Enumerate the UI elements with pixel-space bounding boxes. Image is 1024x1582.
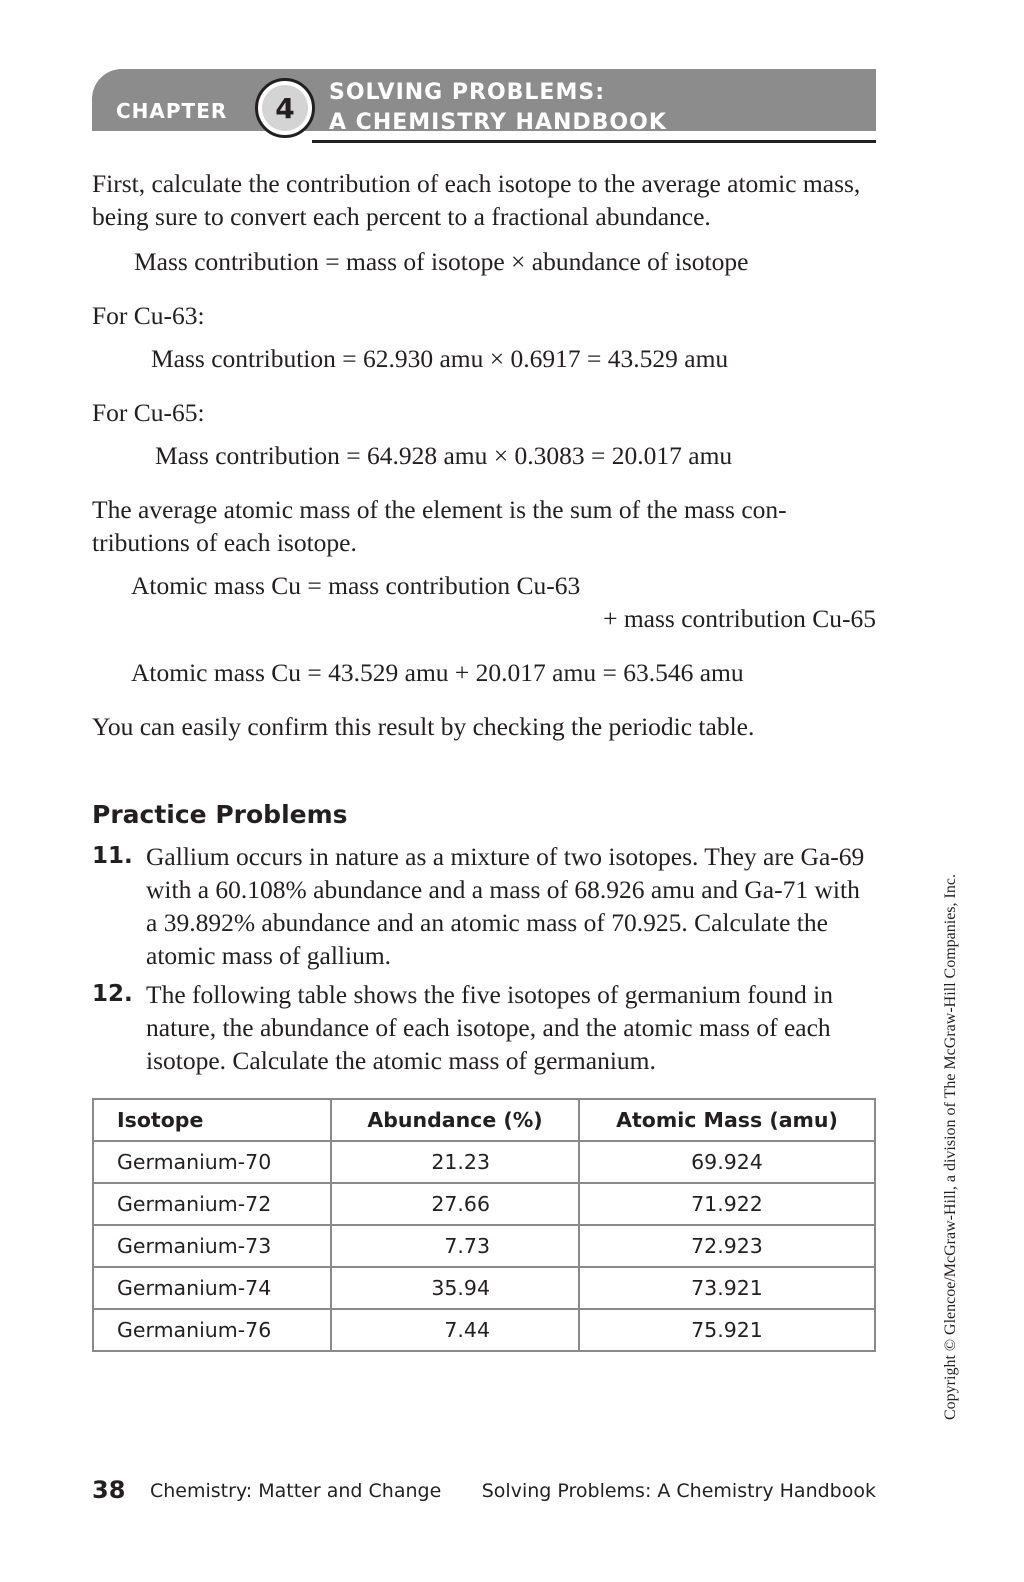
atomic-mass-cell: 69.924 <box>579 1141 875 1183</box>
table-row <box>93 1225 875 1267</box>
atomic-mass-equation-line2: + mass contribution Cu-65 <box>603 604 876 633</box>
formula: Mass contribution = mass of isotope × abundance of isotope <box>134 247 749 276</box>
table-row <box>93 1309 875 1351</box>
chapter-title <box>329 78 667 138</box>
abundance-cell <box>331 1141 579 1183</box>
cu65-label: For Cu-65: <box>92 398 205 427</box>
isotope-cell: Germanium-70 <box>93 1141 331 1183</box>
chapter-label: CHAPTER <box>116 99 228 123</box>
footer-section-title: Solving Problems: A Chemistry Handbook <box>481 1480 876 1502</box>
abundance-cell <box>331 1309 579 1351</box>
body-content <box>92 167 876 743</box>
problem-text: Gallium occurs in nature as a mixture of two isotopes. They are Ga-69 with a 60.108% abundance and a mass of 68.926 amu and Ga-71 with a 39.892% abundance and an atomic mass of 70.925. Calculate the atomic mass of gallium. <box>146 842 865 970</box>
header-rule <box>312 140 876 143</box>
chapter-header <box>92 69 876 143</box>
isotope-cell: Germanium-76 <box>93 1309 331 1351</box>
atomic-mass-equation-line1: Atomic mass Cu = mass contribution Cu-63 <box>131 571 581 600</box>
abundance-cell <box>331 1183 579 1225</box>
sum-paragraph: The average atomic mass of the element is the sum of the mass con-tributions of each isotope. <box>92 495 787 557</box>
atomic-mass-cell: 73.921 <box>579 1267 875 1309</box>
chapter-title-line2: A CHEMISTRY HANDBOOK <box>329 110 667 135</box>
footer-book-title: Chemistry: Matter and Change <box>150 1480 442 1502</box>
copyright-notice: Copyright © Glencoe/McGraw-Hill, a division of The McGraw-Hill Companies, Inc. <box>942 874 959 1420</box>
column-header-isotope: Isotope <box>93 1099 331 1141</box>
problem-text: The following table shows the five isotopes of germanium found in nature, the abundance of each isotope, and the atomic mass of each isotope. Calculate the atomic mass of germanium. <box>146 980 833 1075</box>
chapter-title-line1: SOLVING PROBLEMS: <box>329 80 605 105</box>
abundance-value: 27.66 <box>431 1192 490 1216</box>
atomic-mass-result: Atomic mass Cu = 43.529 amu + 20.017 amu = 63.546 amu <box>131 658 744 687</box>
abundance-value: 35.94 <box>431 1276 490 1300</box>
isotope-cell: Germanium-73 <box>93 1225 331 1267</box>
cu63-label: For Cu-63: <box>92 301 205 330</box>
abundance-value: 7.73 <box>444 1234 490 1258</box>
germanium-isotope-table <box>92 1098 876 1352</box>
abundance-cell <box>331 1267 579 1309</box>
problem-12 <box>92 978 876 1077</box>
column-header-atomic-mass: Atomic Mass (amu) <box>579 1099 875 1141</box>
abundance-value: 7.44 <box>444 1318 490 1342</box>
chapter-number-badge <box>255 78 315 138</box>
problem-11 <box>92 840 876 972</box>
isotope-cell: Germanium-74 <box>93 1267 331 1309</box>
page-number: 38 <box>92 1476 126 1504</box>
isotope-cell: Germanium-72 <box>93 1183 331 1225</box>
table-row <box>93 1141 875 1183</box>
abundance-cell <box>331 1225 579 1267</box>
problem-number: 12. <box>92 981 133 1007</box>
intro-paragraph: First, calculate the contribution of each isotope to the average atomic mass, being sure to convert each percent to a fractional abundance. <box>92 169 861 231</box>
confirm-text: You can easily confirm this result by checking the periodic table. <box>92 712 755 741</box>
cu65-equation: Mass contribution = 64.928 amu × 0.3083 = 20.017 amu <box>155 441 733 470</box>
atomic-mass-cell: 72.923 <box>579 1225 875 1267</box>
table-row <box>93 1183 875 1225</box>
table-row <box>93 1267 875 1309</box>
cu63-equation: Mass contribution = 62.930 amu × 0.6917 = 43.529 amu <box>151 344 729 373</box>
abundance-value: 21.23 <box>431 1150 490 1174</box>
atomic-mass-cell: 71.922 <box>579 1183 875 1225</box>
practice-problems-heading: Practice Problems <box>92 800 348 829</box>
table-header-row <box>93 1099 875 1141</box>
column-header-abundance: Abundance (%) <box>331 1099 579 1141</box>
atomic-mass-cell: 75.921 <box>579 1309 875 1351</box>
problem-number: 11. <box>92 843 133 869</box>
chapter-number: 4 <box>262 85 308 131</box>
